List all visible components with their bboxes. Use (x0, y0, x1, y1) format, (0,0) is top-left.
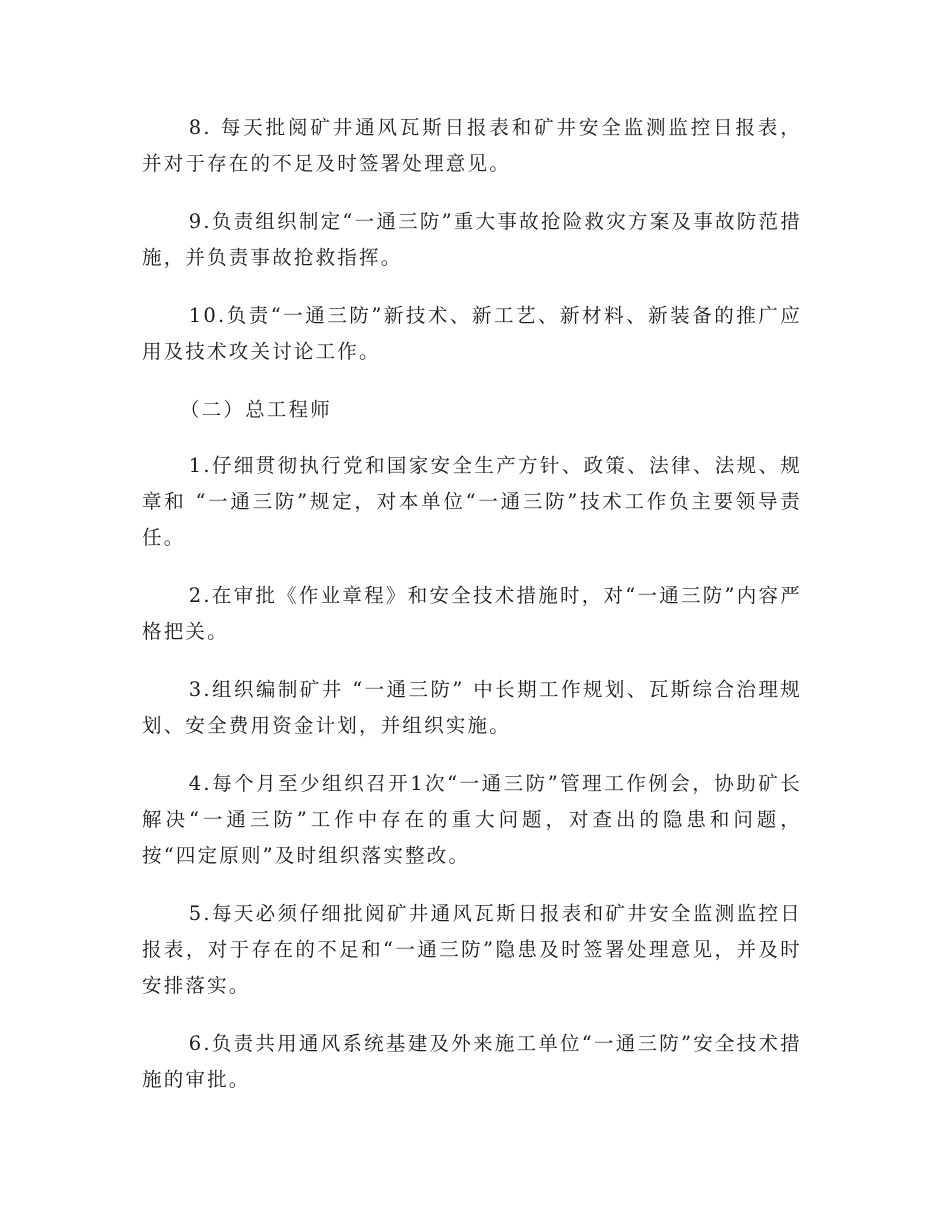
paragraph-item-5: 5.每天必须仔细批阅矿井通风瓦斯日报表和矿井安全监测监控日报表，对于存在的不足和“一通三防”隐患及时签署处理意见，并及时安排落实。 (142, 902, 802, 997)
paragraph-item-4: 4.每个月至少组织召开1次“一通三防”管理工作例会，协助矿长解决“一通三防”工作中存在的重大问题，对查出的隐患和问题，按“四定原则”及时组织落实整改。 (142, 772, 802, 867)
paragraph-item-3: 3.组织编制矿井 “一通三防” 中长期工作规划、瓦斯综合治理规划、安全费用资金计划，并组织实施。 (142, 678, 802, 737)
document-body (142, 110, 802, 1120)
paragraph-item-10: 10.负责“一通三防”新技术、新工艺、新材料、新装备的推广应用及技术攻关讨论工作。 (142, 304, 802, 363)
paragraph-item-2: 2.在审批《作业章程》和安全技术措施时，对“一通三防”内容严格把关。 (142, 584, 802, 643)
paragraph-item-9: 9.负责组织制定“一通三防”重大事故抢险救灾方案及事故防范措施，并负责事故抢救指挥。 (142, 210, 802, 269)
paragraph-item-8: 8. 每天批阅矿井通风瓦斯日报表和矿井安全监测监控日报表，并对于存在的不足及时签署处理意见。 (142, 116, 802, 175)
paragraph-item-6: 6.负责共用通风系统基建及外来施工单位“一通三防”安全技术措施的审批。 (142, 1032, 802, 1091)
section-heading: （二）总工程师 (180, 398, 332, 421)
paragraph-item-1: 1.仔细贯彻执行党和国家安全生产方针、政策、法律、法规、规章和 “一通三防”规定，对本单位“一通三防”技术工作负主要领导责任。 (142, 454, 802, 549)
